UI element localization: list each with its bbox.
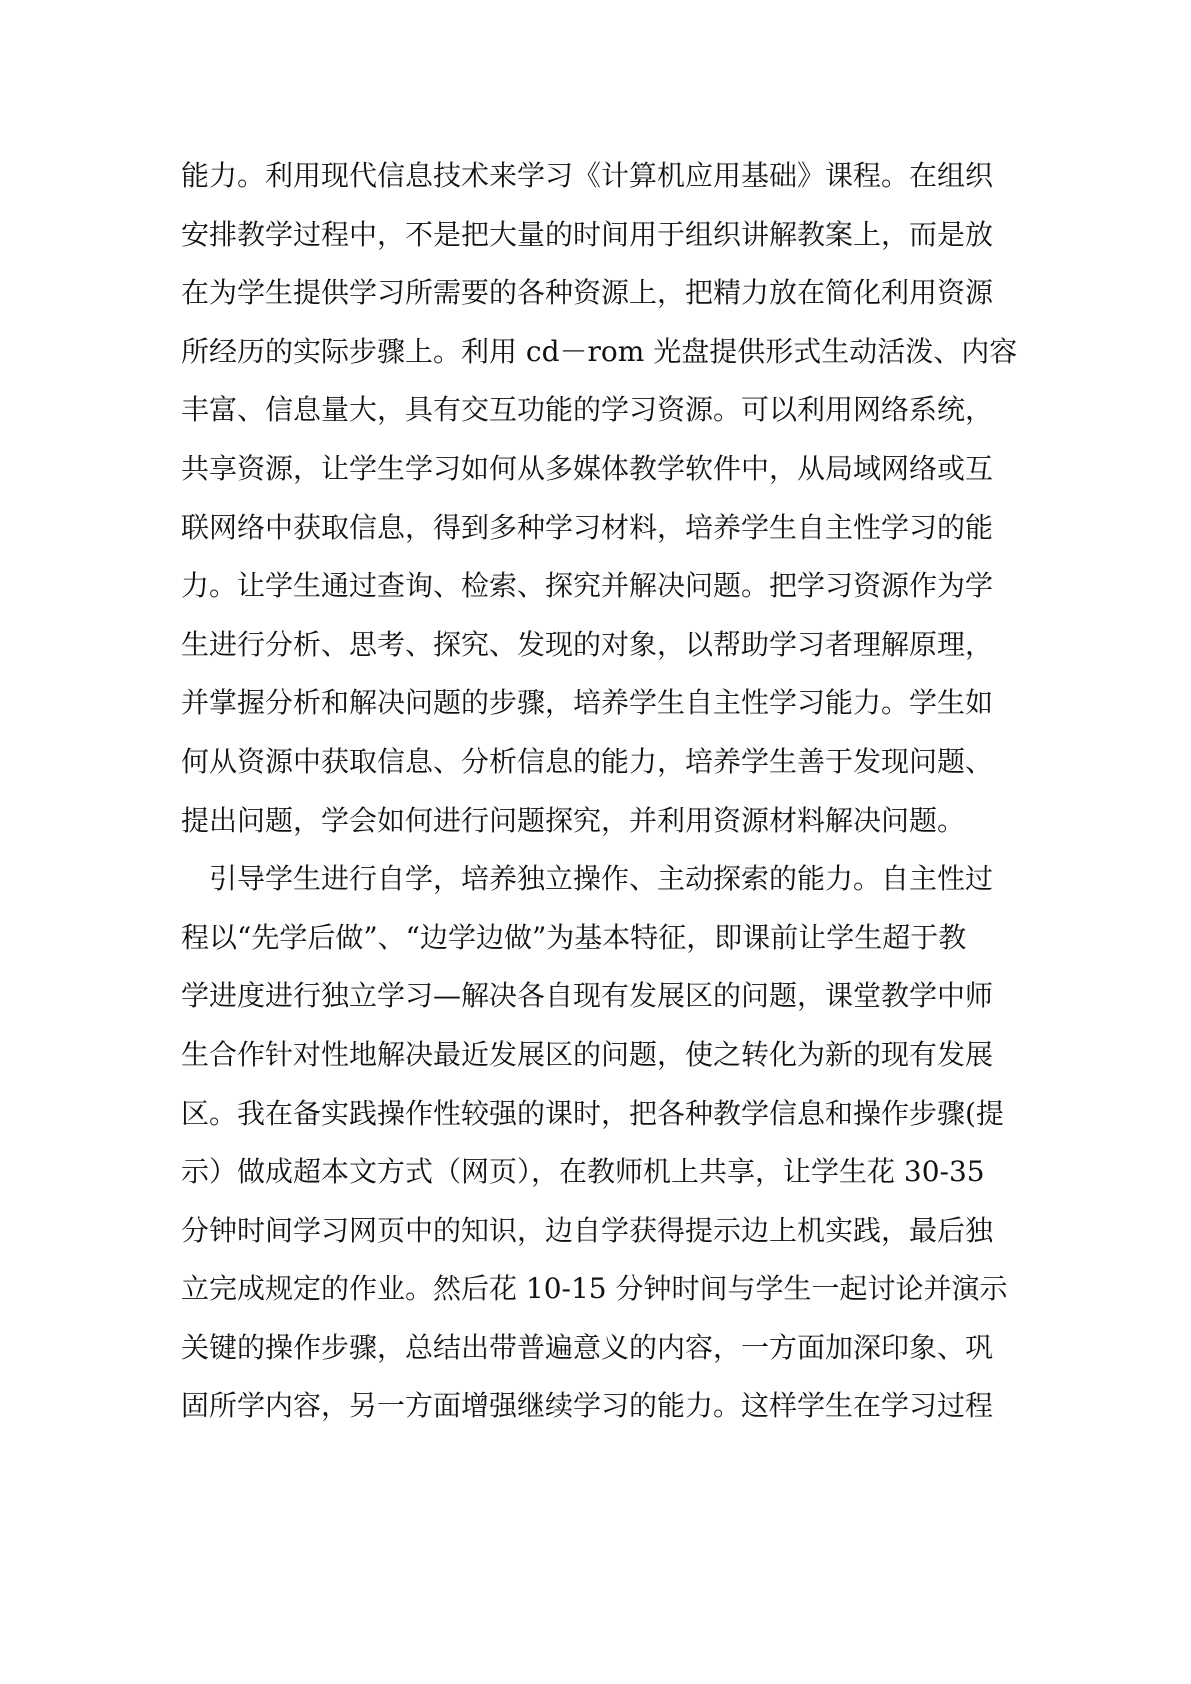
text-line: 示）做成超本文方式（网页），在教师机上共享，让学生花 30-35 — [181, 1155, 985, 1189]
text-line: 力。让学生通过查询、检索、探究并解决问题。把学习资源作为学 — [181, 569, 994, 603]
text-line: 立完成规定的作业。然后花 10-15 分钟时间与学生一起讨论并演示 — [181, 1272, 1008, 1306]
text-line: 学进度进行独立学习—解决各自现有发展区的问题，课堂教学中师 — [181, 979, 994, 1013]
text-line: 所经历的实际步骤上。利用 cd－rom 光盘提供形式生动活泼、内容 — [181, 334, 1018, 368]
text-line: 何从资源中获取信息、分析信息的能力，培养学生善于发现问题、 — [181, 744, 994, 778]
text-line: 在为学生提供学习所需要的各种资源上，把精力放在简化利用资源 — [181, 276, 994, 310]
text-line: 固所学内容，另一方面增强继续学习的能力。这样学生在学习过程 — [181, 1389, 994, 1423]
body-text — [181, 147, 1018, 1436]
text-line: 生进行分析、思考、探究、发现的对象，以帮助学习者理解原理， — [181, 627, 994, 661]
text-line: 能力。利用现代信息技术来学习《计算机应用基础》课程。在组织 — [181, 159, 994, 192]
text-line: 丰富、信息量大，具有交互功能的学习资源。可以利用网络系统， — [181, 393, 994, 427]
text-line: 并掌握分析和解决问题的步骤，培养学生自主性学习能力。学生如 — [181, 686, 994, 720]
paragraph-start-line: 引导学生进行自学，培养独立操作、主动探索的能力。自主性过 — [209, 862, 994, 896]
text-line: 生合作针对性地解决最近发展区的问题，使之转化为新的现有发展 — [181, 1037, 994, 1071]
text-line: 区。我在备实践操作性较强的课时，把各种教学信息和操作步骤(提 — [181, 1096, 1004, 1130]
text-line: 关键的操作步骤，总结出带普遍意义的内容，一方面加深印象、巩 — [181, 1330, 994, 1364]
text-line: 程以“先学后做”、“边学边做”为基本特征，即课前让学生超于教 — [181, 920, 967, 954]
text-line: 分钟时间学习网页中的知识，边自学获得提示边上机实践，最后独 — [181, 1213, 994, 1247]
text-line: 安排教学过程中，不是把大量的时间用于组织讲解教案上，而是放 — [181, 217, 994, 251]
text-line: 联网络中获取信息，得到多种学习材料，培养学生自主性学习的能 — [181, 510, 994, 544]
text-line: 共享资源，让学生学习如何从多媒体教学软件中，从局域网络或互 — [181, 451, 994, 485]
text-line: 提出问题，学会如何进行问题探究，并利用资源材料解决问题。 — [181, 803, 966, 837]
